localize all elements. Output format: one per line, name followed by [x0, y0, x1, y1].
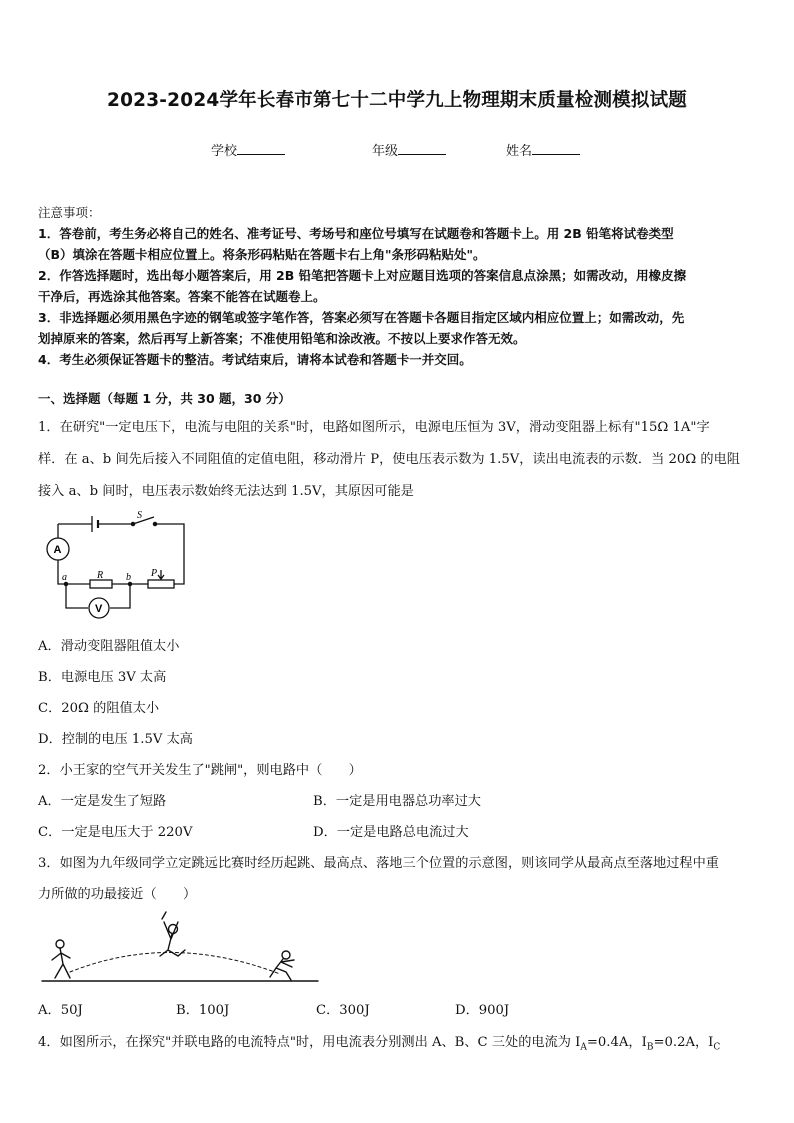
q3-option-a[interactable]: A．50J [38, 1003, 83, 1018]
q3-option-d[interactable]: D．900J [455, 1003, 510, 1018]
q3-long-jump-figure [40, 910, 320, 990]
q3-option-b[interactable]: B．100J [176, 1003, 230, 1018]
q4-text: 4．如图所示，在探究"并联电路的电流特点"时，用电流表分别测出 A、B、C 三处的电流为 I [38, 1035, 581, 1050]
q2-option-d[interactable]: D．一定是电路总电流过大 [313, 825, 469, 840]
q4-eq-b: =0.2A，I [653, 1035, 714, 1050]
note-line-4: 干净后，再选涂其他答案。答案不能答在试题卷上。 [38, 289, 326, 304]
voltmeter-label: V [95, 603, 103, 615]
q1-stem-line-3: 接入 a、b 间时，电压表示数始终无法达到 1.5V，其原因可能是 [38, 484, 414, 499]
note-line-7: 4．考生必须保证答题卡的整洁。考试结束后，请将本试卷和答题卡一并交回。 [38, 352, 472, 367]
resistor-label: R [97, 570, 104, 581]
page-title: 2023-2024学年长春市第七十二中学九上物理期末质量检测模拟试题 [107, 90, 687, 111]
school-field[interactable] [211, 140, 285, 159]
switch-label: S [137, 510, 142, 521]
q3-stem-line-2: 力所做的功最接近（ ） [38, 887, 197, 902]
notes-heading: 注意事项： [38, 205, 101, 220]
name-label: 姓名 [506, 144, 533, 159]
q1-option-c[interactable]: C．20Ω 的阻值太小 [38, 701, 160, 716]
school-label: 学校 [211, 144, 238, 159]
q1-option-b[interactable]: B．电源电压 3V 太高 [38, 670, 167, 685]
ammeter-label: A [53, 544, 62, 556]
q2-option-b[interactable]: B．一定是用电器总功率过大 [313, 794, 481, 809]
q4-eq-a: =0.4A，I [586, 1035, 647, 1050]
section-heading: 一、选择题（每题 1 分，共 30 题，30 分） [38, 391, 291, 406]
q1-stem-line-2: 样．在 a、b 间先后接入不同阻值的定值电阻，移动滑片 P，使电压表示数为 1.5V，读出电流表的示数．当 20Ω 的电阻 [38, 452, 740, 467]
grade-blank[interactable] [398, 142, 446, 155]
q2-option-c[interactable]: C．一定是电压大于 220V [38, 825, 193, 840]
q1-option-d[interactable]: D．控制的电压 1.5V 太高 [38, 732, 193, 747]
name-blank[interactable] [532, 142, 580, 155]
q2-option-a[interactable]: A．一定是发生了短路 [38, 794, 167, 809]
node-a-label: a [62, 572, 67, 583]
q3-stem-line-1: 3．如图为九年级同学立定跳远比赛时经历起跳、最高点、落地三个位置的示意图，则该同学从最高点至落地过程中重 [38, 856, 719, 871]
q4-sub-b: B [646, 1042, 654, 1053]
slider-label: P [151, 568, 158, 579]
note-line-1: 1．答卷前，考生务必将自己的姓名、准考证号、考场号和座位号填写在试题卷和答题卡上。用 2B 铅笔将试卷类型 [38, 226, 674, 241]
q4-sub-a: A [580, 1042, 587, 1053]
q1-option-a[interactable]: A．滑动变阻器阻值太小 [38, 639, 180, 654]
q3-option-c[interactable]: C．300J [316, 1003, 370, 1018]
name-field[interactable] [506, 140, 580, 159]
grade-label: 年级 [372, 144, 399, 159]
q1-circuit-diagram [40, 508, 190, 623]
q4-sub-c: C [713, 1042, 721, 1053]
note-line-2: （B）填涂在答题卡相应位置上。将条形码粘贴在答题卡右上角"条形码粘贴处"。 [38, 247, 486, 262]
node-b-label: b [126, 572, 131, 583]
q4-stem [38, 1031, 720, 1053]
note-line-3: 2．作答选择题时，选出每小题答案后，用 2B 铅笔把答题卡上对应题目选项的答案信息点涂黑；如需改动，用橡皮擦 [38, 268, 687, 283]
school-blank[interactable] [237, 142, 285, 155]
note-line-5: 3．非选择题必须用黑色字迹的钢笔或签字笔作答，答案必须写在答题卡各题目指定区域内相应位置上；如需改动，先 [38, 310, 685, 325]
note-line-6: 划掉原来的答案，然后再写上新答案；不准使用铅笔和涂改液。不按以上要求作答无效。 [38, 331, 526, 346]
q1-stem-line-1: 1．在研究"一定电压下，电流与电阻的关系"时，电路如图所示，电源电压恒为 3V，滑动变阻器上标有"15Ω 1A"字 [38, 420, 710, 435]
grade-field[interactable] [372, 140, 446, 159]
q2-stem: 2．小王家的空气开关发生了"跳闸"，则电路中（ ） [38, 763, 362, 778]
